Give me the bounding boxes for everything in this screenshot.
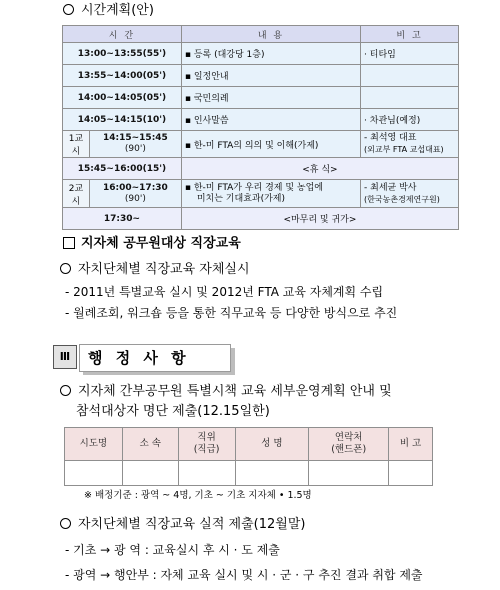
- schedule-content: <휴 식>: [181, 158, 458, 180]
- header-affiliation: 소 속: [122, 428, 178, 461]
- section2-item-text: 자치단체별 직장교육 자체실시: [78, 262, 250, 277]
- section3-item-continued: 참석대상자 명단 제출(12.15일한): [76, 404, 270, 419]
- schedule-table: [62, 25, 459, 230]
- content-line: ▪ 한-미 FTA가 우리 경제 및 농업에: [184, 182, 323, 193]
- schedule-time: 14:05~14:15(10'): [63, 109, 182, 131]
- circle-bullet-icon: [60, 263, 71, 274]
- schedule-row: [63, 180, 459, 208]
- schedule-row: [63, 131, 459, 158]
- square-bullet-icon: [63, 237, 75, 249]
- section3-item: [60, 384, 392, 400]
- roster-cell: [122, 461, 178, 486]
- schedule-duration: (90'): [124, 144, 146, 154]
- schedule-time-range: 16:00~17:30: [102, 182, 168, 193]
- roster-row: [65, 461, 433, 486]
- schedule-row: [63, 109, 459, 131]
- speaker-name: - 최세균 박사: [364, 182, 417, 193]
- schedule-row: [63, 87, 459, 109]
- schedule-row: [63, 158, 459, 180]
- section2-title: 지자체 공무원대상 직장교육: [81, 236, 241, 251]
- roster-note: ※ 배정기준 : 광역 ~ 4명, 기초 ~ 기초 지자체 • 1.5명: [84, 490, 312, 501]
- schedule-note: [361, 65, 459, 87]
- schedule-content: ▪ 한-미 FTA의 의의 및 이해(가제): [181, 131, 360, 158]
- header-remarks: 비 고: [389, 428, 433, 461]
- schedule-heading: [63, 3, 154, 19]
- section3-item: [60, 517, 305, 533]
- schedule-content: ▪ 등록 (대강당 1층): [181, 43, 360, 65]
- schedule-row: [63, 65, 459, 87]
- schedule-row: [63, 208, 459, 230]
- schedule-note: [361, 131, 459, 158]
- schedule-time: 14:00~14:05(05'): [63, 87, 182, 109]
- section3-sub-item: - 기초 → 광 역 : 교육실시 후 시 · 도 제출: [65, 543, 280, 557]
- circle-bullet-icon: [60, 385, 71, 396]
- section2-sub-item: - 2011년 특별교육 실시 및 2012년 FTA 교육 자체계획 수립: [65, 285, 384, 299]
- schedule-time: [89, 180, 181, 208]
- header-position-line: 직위: [197, 432, 216, 443]
- header-content: 내 용: [181, 26, 360, 43]
- schedule-time: [89, 131, 181, 158]
- schedule-time-range: 14:15~15:45: [102, 133, 168, 143]
- schedule-duration: (90'): [124, 193, 146, 204]
- speaker-affiliation: (한국농촌경제연구원): [364, 194, 440, 204]
- roster-header-row: [65, 428, 433, 461]
- header-contact: [309, 428, 389, 461]
- roster-table: [64, 427, 433, 486]
- schedule-period: 2교시: [63, 180, 90, 208]
- schedule-note: [361, 87, 459, 109]
- schedule-content: ▪ 인사말씀: [181, 109, 360, 131]
- schedule-row: [63, 43, 459, 65]
- header-contact-line: 연락처: [334, 432, 363, 443]
- section3-roman-numeral: Ⅲ: [53, 345, 77, 369]
- roster-cell: [389, 461, 433, 486]
- schedule-note: · 차관님(예정): [361, 109, 459, 131]
- section3-title: 행 정 사 항: [79, 344, 231, 372]
- schedule-time: 17:30~: [63, 208, 182, 230]
- header-contact-line: (핸드폰): [331, 444, 367, 455]
- roster-cell: [65, 461, 123, 486]
- schedule-content: ▪ 일정안내: [181, 65, 360, 87]
- speaker-affiliation: (외교부 FTA 교섭대표): [364, 145, 444, 154]
- schedule-time: 13:00~13:55(55'): [63, 43, 182, 65]
- schedule-header-row: [63, 26, 459, 43]
- circle-bullet-icon: [63, 4, 74, 15]
- circle-bullet-icon: [60, 518, 71, 529]
- schedule-content: <마무리 및 귀가>: [181, 208, 458, 230]
- schedule-time: 15:45~16:00(15'): [63, 158, 182, 180]
- header-region: 시도명: [65, 428, 123, 461]
- schedule-heading-text: 시간계획(안): [81, 3, 154, 18]
- section3-item-text: 지자체 간부공무원 특별시책 교육 세부운영계획 안내 및: [78, 384, 392, 399]
- section3-item-text: 자치단체별 직장교육 실적 제출(12월말): [78, 517, 306, 532]
- schedule-content: [181, 180, 360, 208]
- schedule-period: 1교시: [63, 131, 90, 158]
- schedule-time: 13:55~14:00(05'): [63, 65, 182, 87]
- section2-heading: [63, 236, 241, 252]
- roster-cell: [178, 461, 235, 486]
- speaker-name: - 최석영 대표: [364, 133, 417, 143]
- roster-cell: [309, 461, 389, 486]
- header-note: 비 고: [361, 26, 459, 43]
- section2-sub-item: - 월례조회, 워크숍 등을 통한 직무교육 등 다양한 방식으로 추진: [65, 306, 398, 320]
- section2-item: [60, 262, 250, 278]
- content-line: 미치는 기대효과(가제): [196, 193, 285, 204]
- header-position: [178, 428, 235, 461]
- header-name: 성 명: [235, 428, 309, 461]
- section3-sub-item: - 광역 → 행안부 : 자체 교육 실시 및 시 · 군 · 구 추진 결과 취합 제출: [65, 568, 423, 582]
- schedule-note: [361, 180, 459, 208]
- schedule-content: ▪ 국민의례: [181, 87, 360, 109]
- header-time: 시 간: [63, 26, 182, 43]
- schedule-note: · 티타임: [361, 43, 459, 65]
- header-position-line: (직급): [193, 444, 220, 455]
- roster-cell: [235, 461, 309, 486]
